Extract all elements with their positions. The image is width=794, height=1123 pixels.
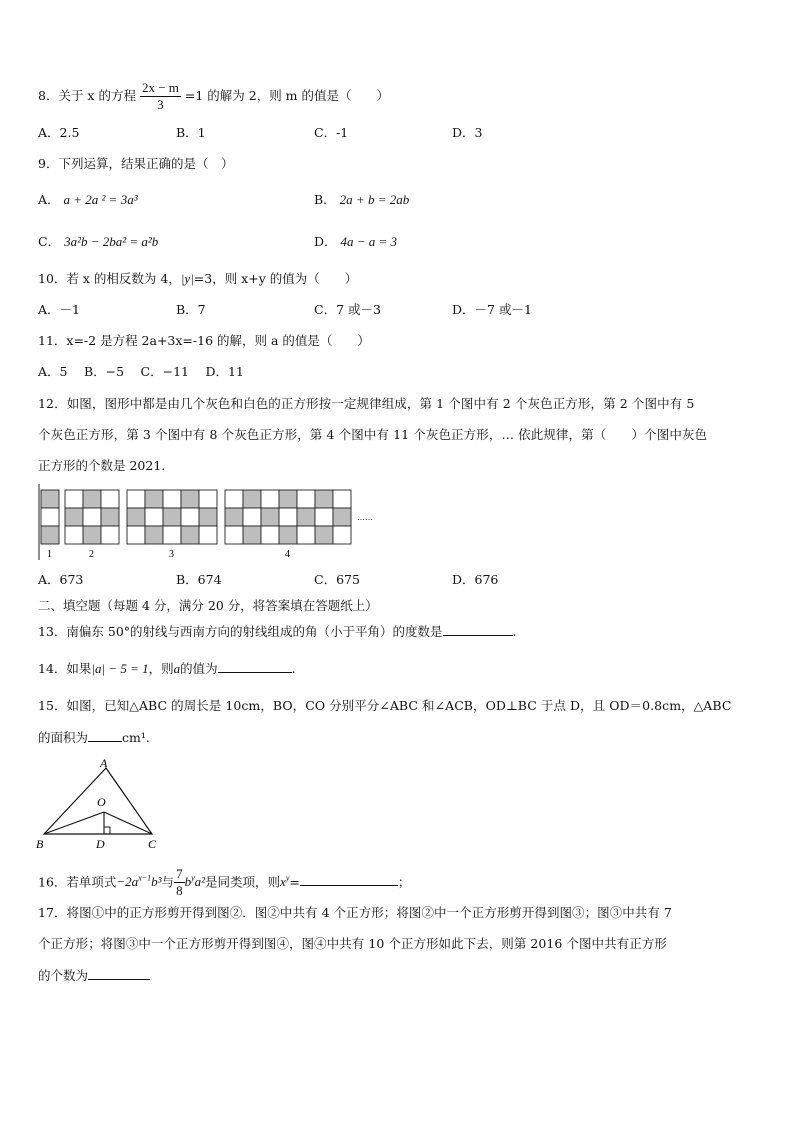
q13-text: 13．南偏东 50°的射线与西南方向的射线组成的角（小于平角）的度数是 — [38, 624, 443, 639]
q16-term-1-exponent: x−1 — [138, 874, 152, 883]
gray-square — [315, 526, 333, 544]
question-11-stem: 11．x=-2 是方程 2a+3x=-16 的解，则 a 的值是（ ） — [38, 333, 370, 348]
q14-equation: |a| − 5 = 1 — [91, 661, 149, 676]
question-13 — [38, 623, 517, 641]
q9-option-a — [38, 191, 138, 209]
label-o: O — [97, 795, 106, 809]
q9-option-c — [38, 233, 158, 251]
white-square — [243, 508, 261, 526]
q10-option-b: B．7 — [176, 302, 206, 317]
label-a: A — [100, 756, 108, 770]
white-square — [83, 508, 101, 526]
q16-term-2-base: b — [184, 874, 192, 890]
white-square — [297, 526, 315, 544]
q16-text-post: 是同类项，则 — [205, 874, 281, 890]
q9-a-label: A． — [38, 192, 60, 207]
gray-square — [41, 490, 59, 508]
ellipsis-dots: …… — [357, 513, 373, 522]
q14-text-post: 的值为 — [180, 661, 218, 676]
question-9-stem: 9．下列运算，结果正确的是（ ） — [38, 156, 234, 171]
white-square — [199, 526, 217, 544]
gray-square — [261, 508, 279, 526]
white-square — [315, 508, 333, 526]
q12-option-d: D．676 — [452, 572, 499, 587]
q8-option-a: A．2.5 — [38, 125, 80, 140]
q13-answer-blank — [443, 635, 513, 636]
label-c: C — [148, 837, 157, 851]
white-square — [261, 526, 279, 544]
q9-c-label: C． — [38, 234, 61, 249]
q16-term-1-base: −2a — [116, 874, 139, 890]
q8-text-post: =1 的解为 2，则 m 的值是（ ） — [184, 88, 390, 103]
white-square — [127, 490, 145, 508]
gray-square — [297, 508, 315, 526]
gray-square — [199, 508, 217, 526]
gray-square — [145, 490, 163, 508]
q15-unit: cm¹. — [122, 730, 150, 745]
question-12-line-2: 个灰色正方形，第 3 个图中有 8 个灰色正方形，第 4 个图中有 11 个灰色正方形，… 依此规律，第（ ）个图中灰色 — [38, 427, 708, 442]
q8-option-c: C．-1 — [314, 125, 349, 140]
label-b: B — [36, 837, 44, 851]
q10-text-pre: 10．若 x 的相反数为 4， — [38, 271, 181, 286]
q13-end: . — [512, 624, 517, 639]
white-square — [225, 526, 243, 544]
white-square — [333, 526, 351, 544]
right-angle-mark — [104, 827, 110, 834]
q8-frac-numerator: 2x − m — [141, 80, 179, 95]
q9-option-b — [314, 191, 409, 209]
question-17-line-2: 个正方形；将图③中一个正方形剪开得到图④，图④中共有 10 个正方形如此下去，则第 2016 个图中共有正方形 — [38, 936, 667, 951]
gray-square — [333, 508, 351, 526]
q9-c-expression: 3a²b − 2ba² = a²b — [64, 234, 159, 249]
q10-option-c: C．7 或－3 — [314, 302, 381, 317]
q11-options: A．5 B．−5 C．−11 D．11 — [38, 364, 244, 379]
q16-term-2-tail: a² — [194, 874, 206, 890]
q16-term-2 — [185, 874, 205, 889]
white-square — [297, 490, 315, 508]
q8-text-pre: 8．关于 x 的方程 — [38, 88, 136, 103]
gray-square — [243, 526, 261, 544]
q12-option-c: C．675 — [314, 572, 360, 587]
white-square — [181, 508, 199, 526]
white-square — [333, 490, 351, 508]
q9-b-expression: 2a + b = 2ab — [339, 192, 410, 207]
gray-square — [83, 490, 101, 508]
q15-answer-blank — [88, 741, 122, 742]
question-15-line-2 — [38, 729, 150, 747]
question-14 — [38, 660, 296, 678]
white-square — [279, 508, 297, 526]
q9-d-label: D． — [314, 234, 337, 249]
q8-frac-denominator: 3 — [157, 97, 164, 112]
label-d: D — [96, 837, 105, 851]
q16-y-exponent: y — [285, 874, 290, 883]
q16-term-2-exponent: y — [191, 874, 195, 883]
q14-text-pre: 14．如果 — [38, 661, 92, 676]
gray-square — [163, 508, 181, 526]
white-square — [163, 490, 181, 508]
question-17-line-1: 17．将图①中的正方形剪开得到图②．图②中共有 4 个正方形；将图②中一个正方形剪开得到图③；图③中共有 7 — [38, 905, 672, 920]
q9-b-label: B． — [314, 192, 336, 207]
gray-square — [225, 508, 243, 526]
q12-option-b: B．674 — [176, 572, 222, 587]
q15-triangle-figure — [34, 756, 164, 852]
section-2-heading: 二、填空题（每题 4 分，满分 20 分，将答案填在答题纸上） — [38, 598, 378, 613]
q16-frac-numerator: 7 — [176, 866, 183, 882]
q16-fraction — [174, 866, 185, 899]
q16-frac-denominator: 8 — [176, 883, 183, 899]
gray-square — [181, 490, 199, 508]
gray-square — [127, 508, 145, 526]
gray-square — [279, 490, 297, 508]
gray-square — [181, 526, 199, 544]
question-12-line-1: 12．如图，图形中都是由几个灰色和白色的正方形按一定规律组成，第 1 个图中有 2 个灰色正方形，第 2 个图中有 5 — [38, 396, 695, 411]
gray-square — [145, 526, 163, 544]
white-square — [145, 508, 163, 526]
q10-text-post: =3，则 x+y 的值为（ ） — [193, 271, 358, 286]
q16-answer-blank — [300, 885, 398, 886]
figure-number-label: 3 — [169, 549, 174, 560]
q10-abs-y: |y| — [180, 271, 194, 286]
question-10 — [38, 270, 357, 288]
bisector-bo — [44, 812, 104, 834]
q9-a-expression: a + 2a ² = 3a³ — [63, 192, 138, 207]
white-square — [199, 490, 217, 508]
white-square — [65, 526, 83, 544]
q16-text-pre: 16．若单项式 — [38, 874, 117, 890]
figure-number-label: 4 — [285, 549, 290, 560]
q12-option-a: A．673 — [38, 572, 84, 587]
q17-text: 的个数为 — [38, 968, 89, 983]
q16-text-mid: 与 — [161, 874, 175, 890]
gray-square — [243, 490, 261, 508]
gray-square — [315, 490, 333, 508]
q10-option-d: D．－7 或－1 — [452, 302, 532, 317]
white-square — [261, 490, 279, 508]
q16-term-1 — [116, 874, 161, 889]
q9-d-expression: 4a − a = 3 — [340, 234, 398, 249]
gray-square — [65, 508, 83, 526]
white-square — [225, 490, 243, 508]
q17-answer-blank — [88, 979, 150, 980]
q16-x: x — [280, 874, 286, 890]
question-17-line-3 — [38, 967, 150, 985]
question-12-line-3: 正方形的个数是 2021. — [38, 458, 166, 473]
q14-variable: a — [173, 661, 181, 676]
gray-square — [83, 526, 101, 544]
gray-square — [41, 526, 59, 544]
q8-option-b: B．1 — [176, 125, 206, 140]
q15-text-pre: 的面积为 — [38, 730, 89, 745]
question-15-line-1: 15．如图，已知△ABC 的周长是 10cm，BO，CO 分别平分∠ABC 和∠ACB，OD⊥BC 于点 D，且 OD＝0.8cm，△ABC — [38, 698, 732, 713]
q8-option-d: D．3 — [452, 125, 483, 140]
q14-text-mid: ，则 — [148, 661, 174, 676]
q9-option-d — [314, 233, 397, 251]
q10-option-a: A．－1 — [38, 302, 80, 317]
q16-term-1-tail: b³ — [151, 874, 162, 890]
q8-fraction — [140, 80, 181, 113]
white-square — [127, 526, 145, 544]
gray-square — [279, 526, 297, 544]
question-16 — [38, 862, 410, 899]
question-8 — [38, 80, 389, 113]
figure-number-label: 2 — [89, 549, 94, 560]
gray-square — [101, 508, 119, 526]
white-square — [163, 526, 181, 544]
white-square — [41, 508, 59, 526]
figure-number-label: 1 — [47, 549, 52, 560]
white-square — [101, 490, 119, 508]
q16-x-power-y — [280, 874, 289, 889]
q12-pattern-figure — [36, 484, 376, 560]
q16-end: ； — [397, 874, 411, 890]
white-square — [101, 526, 119, 544]
q14-answer-blank — [218, 672, 292, 673]
white-square — [65, 490, 83, 508]
q16-equals: = — [289, 874, 300, 890]
q14-end: . — [291, 661, 296, 676]
